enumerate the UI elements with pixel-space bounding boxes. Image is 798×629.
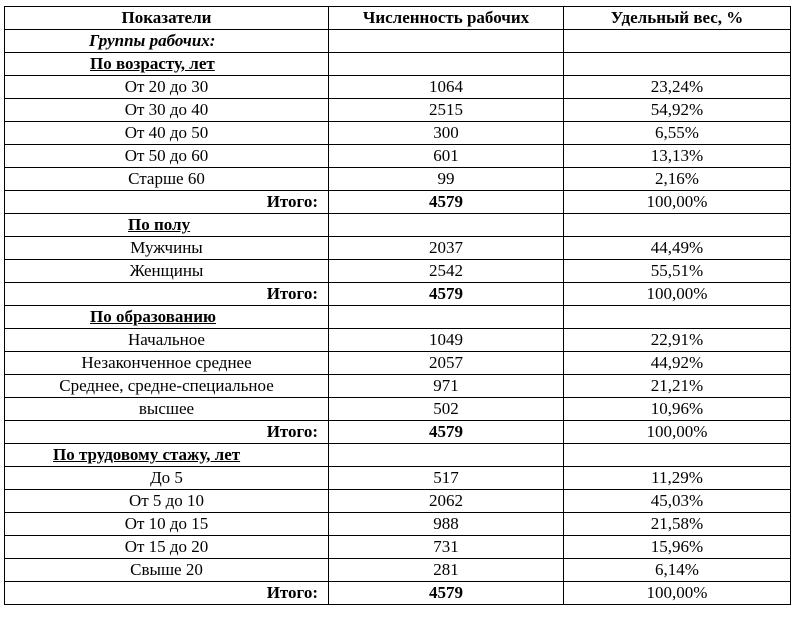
total-row [5, 191, 791, 214]
empty-cell [564, 306, 791, 329]
row-count: 2542 [329, 260, 564, 283]
header-share: Удельный вес, % [564, 7, 791, 30]
row-count: 601 [329, 145, 564, 168]
row-label: Свыше 20 [5, 559, 329, 582]
row-label: От 20 до 30 [5, 76, 329, 99]
section-header-row [5, 444, 791, 467]
row-count: 731 [329, 536, 564, 559]
section-header-row [5, 214, 791, 237]
row-label: Начальное [5, 329, 329, 352]
empty-cell [564, 214, 791, 237]
header-indicators: Показатели [5, 7, 329, 30]
row-share: 45,03% [564, 490, 791, 513]
row-count: 1064 [329, 76, 564, 99]
row-label: От 15 до 20 [5, 536, 329, 559]
section-title: По образованию [5, 306, 329, 329]
row-count: 99 [329, 168, 564, 191]
total-share: 100,00% [564, 191, 791, 214]
table-row [5, 536, 791, 559]
empty-cell [329, 30, 564, 53]
table-row [5, 352, 791, 375]
row-share: 44,49% [564, 237, 791, 260]
row-count: 971 [329, 375, 564, 398]
row-share: 21,21% [564, 375, 791, 398]
row-label: От 40 до 50 [5, 122, 329, 145]
row-share: 22,91% [564, 329, 791, 352]
empty-cell [329, 306, 564, 329]
empty-cell [564, 30, 791, 53]
empty-cell [329, 444, 564, 467]
row-label: От 30 до 40 [5, 99, 329, 122]
table-row [5, 559, 791, 582]
total-label: Итого: [5, 283, 329, 306]
total-count: 4579 [329, 421, 564, 444]
section-title: По возрасту, лет [5, 53, 329, 76]
row-count: 2057 [329, 352, 564, 375]
row-share: 54,92% [564, 99, 791, 122]
total-label: Итого: [5, 421, 329, 444]
row-label: Незаконченное среднее [5, 352, 329, 375]
table-row [5, 99, 791, 122]
table-body [5, 30, 791, 605]
table-row [5, 467, 791, 490]
total-label: Итого: [5, 191, 329, 214]
row-label: Старше 60 [5, 168, 329, 191]
row-count: 517 [329, 467, 564, 490]
row-share: 13,13% [564, 145, 791, 168]
header-worker-count: Численность рабочих [329, 7, 564, 30]
header-row [5, 7, 791, 30]
total-label: Итого: [5, 582, 329, 605]
table-row [5, 260, 791, 283]
row-count: 1049 [329, 329, 564, 352]
row-label: высшее [5, 398, 329, 421]
row-share: 10,96% [564, 398, 791, 421]
table-row [5, 398, 791, 421]
row-count: 281 [329, 559, 564, 582]
table-row [5, 168, 791, 191]
table-row [5, 76, 791, 99]
table-row [5, 375, 791, 398]
total-count: 4579 [329, 582, 564, 605]
row-share: 11,29% [564, 467, 791, 490]
row-label: До 5 [5, 467, 329, 490]
groups-row [5, 30, 791, 53]
section-title: По трудовому стажу, лет [5, 444, 329, 467]
total-share: 100,00% [564, 582, 791, 605]
row-label: От 50 до 60 [5, 145, 329, 168]
total-row [5, 283, 791, 306]
table-row [5, 513, 791, 536]
empty-cell [329, 53, 564, 76]
row-label: От 10 до 15 [5, 513, 329, 536]
row-share: 6,14% [564, 559, 791, 582]
empty-cell [564, 444, 791, 467]
groups-label: Группы рабочих: [5, 30, 329, 53]
row-share: 2,16% [564, 168, 791, 191]
row-count: 988 [329, 513, 564, 536]
row-label: Женщины [5, 260, 329, 283]
table-row [5, 329, 791, 352]
total-count: 4579 [329, 191, 564, 214]
total-share: 100,00% [564, 421, 791, 444]
table-row [5, 237, 791, 260]
total-row [5, 582, 791, 605]
empty-cell [564, 53, 791, 76]
total-share: 100,00% [564, 283, 791, 306]
section-header-row [5, 53, 791, 76]
row-count: 2037 [329, 237, 564, 260]
row-share: 44,92% [564, 352, 791, 375]
table-row [5, 145, 791, 168]
total-count: 4579 [329, 283, 564, 306]
workers-table [4, 6, 791, 605]
row-label: От 5 до 10 [5, 490, 329, 513]
row-share: 21,58% [564, 513, 791, 536]
row-share: 23,24% [564, 76, 791, 99]
section-header-row [5, 306, 791, 329]
row-count: 300 [329, 122, 564, 145]
row-count: 2062 [329, 490, 564, 513]
empty-cell [329, 214, 564, 237]
table-row [5, 490, 791, 513]
row-share: 6,55% [564, 122, 791, 145]
row-label: Среднее, средне-специальное [5, 375, 329, 398]
total-row [5, 421, 791, 444]
section-title: По полу [5, 214, 329, 237]
row-label: Мужчины [5, 237, 329, 260]
row-count: 502 [329, 398, 564, 421]
row-count: 2515 [329, 99, 564, 122]
table-row [5, 122, 791, 145]
row-share: 55,51% [564, 260, 791, 283]
row-share: 15,96% [564, 536, 791, 559]
